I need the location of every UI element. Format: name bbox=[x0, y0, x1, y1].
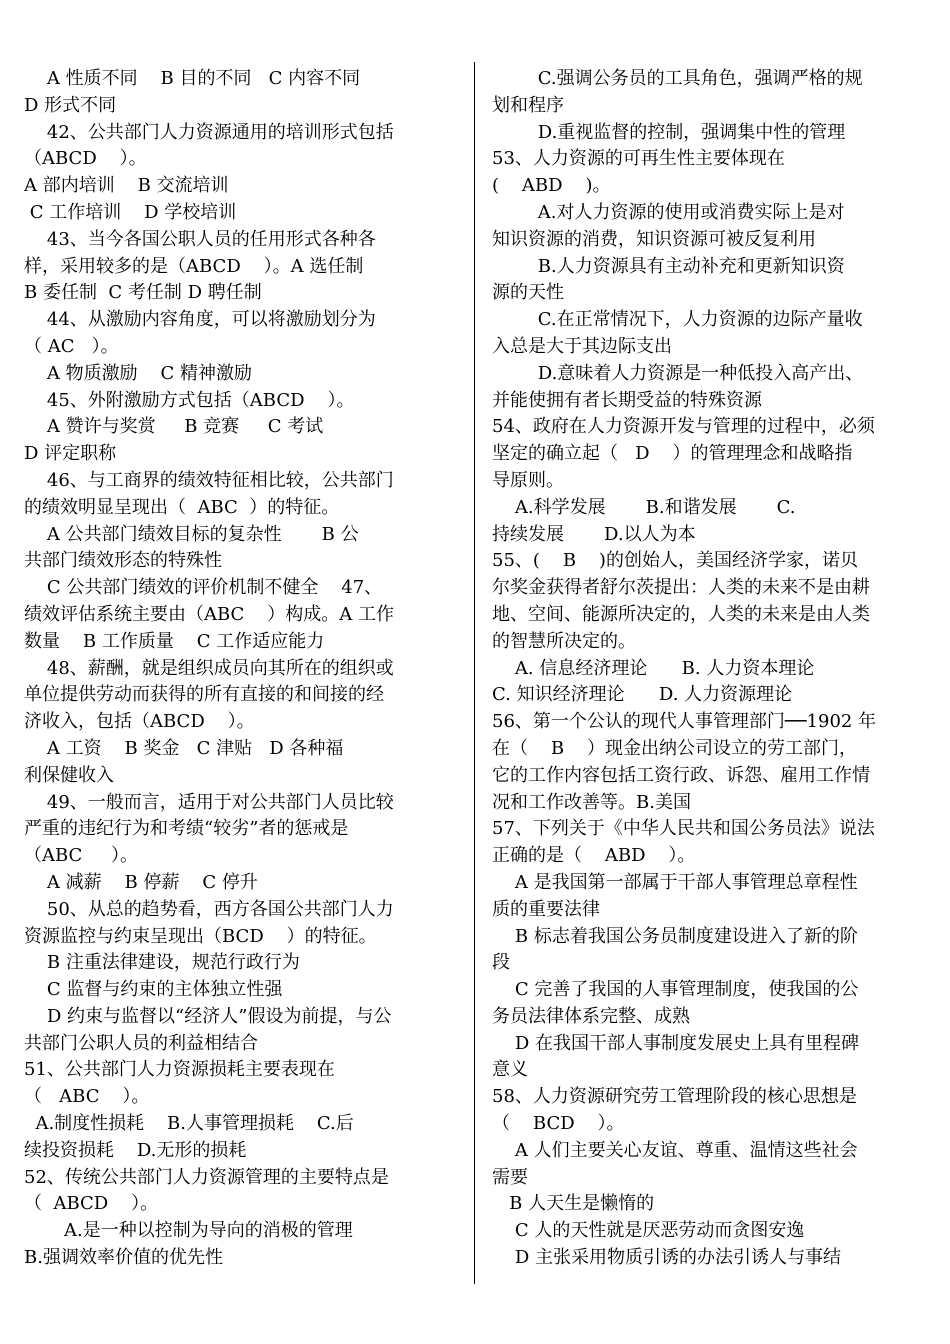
text-line: B 委任制 C 考任制 D 聘任制 bbox=[24, 282, 262, 304]
text-line: 53、人力资源的可再生性主要体现在 bbox=[492, 148, 785, 170]
text-line: C 监督与约束的主体独立性强 bbox=[24, 979, 283, 1001]
text-line: B 人天生是懒惰的 bbox=[492, 1193, 655, 1215]
text-line: B.强调效率价值的优先性 bbox=[24, 1247, 223, 1269]
text-line: 46、与工商界的绩效特征相比较，公共部门 bbox=[24, 469, 394, 491]
text-line: （ BCD ）。 bbox=[492, 1113, 625, 1135]
text-line: A.制度性损耗 B.人事管理损耗 C.后 bbox=[24, 1113, 354, 1135]
text-line: 50、从总的趋势看，西方各国公共部门人力 bbox=[24, 898, 394, 920]
column-divider bbox=[474, 62, 475, 1284]
text-line: 的智慧所决定的。 bbox=[492, 630, 636, 652]
text-line: 48、薪酬，就是组织成员向其所在的组织或 bbox=[24, 657, 394, 679]
text-line: 样，采用较多的是（ABCD ）。A 选任制 bbox=[24, 255, 364, 277]
text-line: A. 信息经济理论 B. 人力资本理论 bbox=[492, 657, 815, 679]
text-line: 地、空间、能源所决定的，人类的未来是由人类 bbox=[492, 603, 870, 625]
text-line: A 赞许与奖赏 B 竞赛 C 考试 bbox=[24, 416, 324, 438]
text-line: C 工作培训 D 学校培训 bbox=[24, 201, 237, 223]
text-line: （ AC ）。 bbox=[24, 335, 119, 357]
text-line: 务员法律体系完整、成熟 bbox=[492, 1005, 690, 1027]
text-line: C 完善了我国的人事管理制度，使我国的公 bbox=[492, 979, 859, 1001]
text-line: D 主张采用物质引诱的办法引诱人与事结 bbox=[492, 1247, 842, 1269]
text-line: 共部门绩效形态的特殊性 bbox=[24, 550, 222, 572]
text-line: 57、下列关于《中华人民共和国公务员法》说法 bbox=[492, 818, 875, 840]
text-line: C 人的天性就是厌恶劳动而贪图安逸 bbox=[492, 1220, 805, 1242]
text-line: 42、公共部门人力资源通用的培训形式包括 bbox=[24, 121, 394, 143]
text-line: 导原则。 bbox=[492, 469, 564, 491]
text-line: ( ABD )。 bbox=[492, 175, 611, 197]
text-line: 段 bbox=[492, 952, 510, 974]
text-line: 况和工作改善等。B.美国 bbox=[492, 791, 691, 813]
text-line: 它的工作内容包括工资行政、诉怨、雇用工作情 bbox=[492, 764, 870, 786]
text-line: D 约束与监督以“经济人”假设为前提，与公 bbox=[24, 1005, 392, 1027]
text-line: 知识资源的消费，知识资源可被反复利用 bbox=[492, 228, 816, 250]
text-line: 52、传统公共部门人力资源管理的主要特点是 bbox=[24, 1166, 389, 1188]
text-line: C.强调公务员的工具角色，强调严格的规 bbox=[492, 68, 863, 89]
text-line: 54、政府在人力资源开发与管理的过程中，必须 bbox=[492, 416, 875, 438]
text-line: 51、公共部门人力资源损耗主要表现在 bbox=[24, 1059, 335, 1081]
text-line: A 是我国第一部属于干部人事管理总章程性 bbox=[492, 871, 858, 893]
text-line: （ ABCD ）。 bbox=[24, 1193, 159, 1215]
text-line: C 公共部门绩效的评价机制不健全 47、 bbox=[24, 577, 383, 599]
text-line: 的绩效明显呈现出（ ABC ）的特征。 bbox=[24, 496, 340, 518]
text-line: 45、外附激励方式包括（ABCD ）。 bbox=[24, 389, 355, 411]
text-line: 43、当今各国公职人员的任用形式各种各 bbox=[24, 228, 376, 250]
text-line: B 注重法律建设，规范行政行为 bbox=[24, 952, 300, 974]
text-line: 持续发展 D.以人为本 bbox=[492, 523, 696, 545]
text-line: 共部门公职人员的利益相结合 bbox=[24, 1032, 258, 1054]
text-line: 44、从激励内容角度，可以将激励划分为 bbox=[24, 309, 376, 331]
text-line: 58、人力资源研究劳工管理阶段的核心思想是 bbox=[492, 1086, 857, 1108]
text-line: 资源监控与约束呈现出（BCD ）的特征。 bbox=[24, 925, 377, 947]
text-line: A 物质激励 C 精神激励 bbox=[24, 362, 252, 384]
text-line: 在（ B ）现金出纳公司设立的劳工部门， bbox=[492, 737, 857, 759]
text-line: 55、( B )的创始人，美国经济学家，诺贝 bbox=[492, 550, 858, 572]
text-line: （ABC ）。 bbox=[24, 845, 138, 867]
text-line: A.是一种以控制为导向的消极的管理 bbox=[24, 1220, 353, 1242]
text-line: 源的天性 bbox=[492, 282, 564, 304]
text-line: 质的重要法律 bbox=[492, 898, 600, 920]
text-line: 56、第一个公认的现代人事管理部门──1902 年 bbox=[492, 711, 877, 733]
text-line: 尔奖金获得者舒尔茨提出：人类的未来不是由耕 bbox=[492, 577, 870, 599]
text-line: A 减薪 B 停薪 C 停升 bbox=[24, 871, 258, 893]
text-line: B 标志着我国公务员制度建设进入了新的阶 bbox=[492, 925, 858, 947]
text-line: 绩效评估系统主要由（ABC ）构成。A 工作 bbox=[24, 603, 394, 625]
text-line: B.人力资源具有主动补充和更新知识资 bbox=[492, 255, 845, 277]
text-line: 利保健收入 bbox=[24, 764, 114, 786]
text-line: 正确的是（ ABD ）。 bbox=[492, 845, 696, 867]
text-line: A 人们主要关心友谊、尊重、温情这些社会 bbox=[492, 1139, 858, 1161]
text-line: 数量 B 工作质量 C 工作适应能力 bbox=[24, 630, 325, 652]
text-line: A 部内培训 B 交流培训 bbox=[24, 175, 229, 197]
text-line: 严重的违纪行为和考绩“较劣”者的惩戒是 bbox=[24, 818, 349, 840]
text-line: 济收入，包括（ABCD ）。 bbox=[24, 711, 255, 733]
text-line: D.意味着人力资源是一种低投入高产出、 bbox=[492, 362, 864, 384]
text-line: D 评定职称 bbox=[24, 443, 117, 465]
text-line: 49、一般而言，适用于对公共部门人员比较 bbox=[24, 791, 394, 813]
text-line: 意义 bbox=[492, 1059, 528, 1081]
text-line: A 工资 B 奖金 C 津贴 D 各种福 bbox=[24, 737, 344, 759]
text-line: D.重视监督的控制，强调集中性的管理 bbox=[492, 121, 846, 143]
text-line: 需要 bbox=[492, 1166, 528, 1188]
text-line: 并能使拥有者长期受益的特殊资源 bbox=[492, 389, 762, 411]
text-line: 划和程序 bbox=[492, 94, 564, 116]
text-line: （ABCD ）。 bbox=[24, 148, 147, 170]
text-line: C.在正常情况下，人力资源的边际产量收 bbox=[492, 309, 863, 331]
text-line: C. 知识经济理论 D. 人力资源理论 bbox=[492, 684, 793, 706]
text-line: A.科学发展 B.和谐发展 C. bbox=[492, 496, 796, 518]
text-line: （ ABC ）。 bbox=[24, 1086, 150, 1108]
text-line: A 性质不同 B 目的不同 C 内容不同 bbox=[24, 68, 361, 89]
text-line: A 公共部门绩效目标的复杂性 B 公 bbox=[24, 523, 359, 545]
text-line: 单位提供劳动而获得的所有直接的和间接的经 bbox=[24, 684, 384, 706]
left-column bbox=[24, 66, 458, 1272]
text-line: A.对人力资源的使用或消费实际上是对 bbox=[492, 201, 845, 223]
text-line: D 形式不同 bbox=[24, 94, 117, 116]
text-line: 入总是大于其边际支出 bbox=[492, 335, 672, 357]
text-line: D 在我国干部人事制度发展史上具有里程碑 bbox=[492, 1032, 860, 1054]
text-line: 续投资损耗 D.无形的损耗 bbox=[24, 1139, 247, 1161]
right-column bbox=[492, 66, 926, 1272]
text-line: 坚定的确立起（ D ）的管理理念和战略指 bbox=[492, 443, 853, 465]
